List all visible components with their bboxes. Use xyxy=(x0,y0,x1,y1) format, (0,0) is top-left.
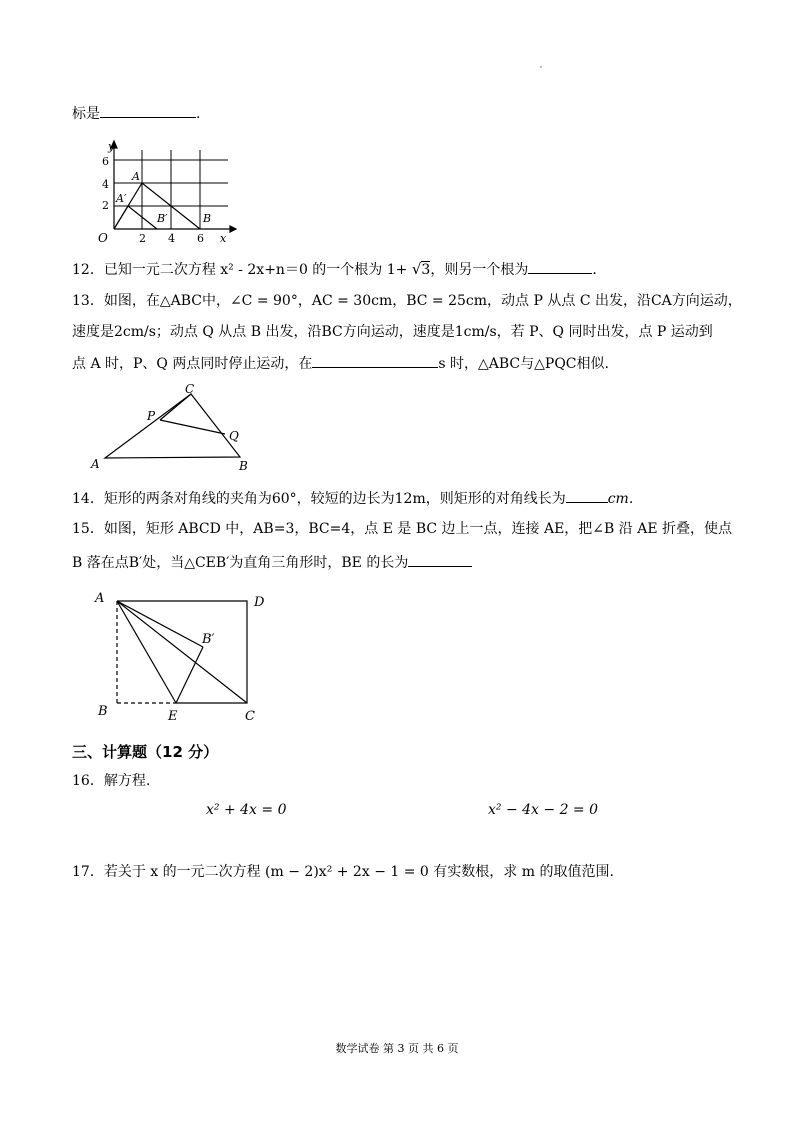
label-d: D xyxy=(254,595,265,610)
y-tick-6: 6 xyxy=(102,155,109,168)
q13-line3-text-2: s 时，△ABC与△PQC相似. xyxy=(438,356,609,372)
label-c: C xyxy=(245,709,255,724)
q13-line3-text: 点 A 时，P、Q 两点同时停止运动，在 xyxy=(72,356,313,372)
x-tick-4: 4 xyxy=(168,232,175,245)
q13-triangle-figure xyxy=(85,382,260,474)
x-axis-label: x xyxy=(220,232,227,245)
y-tick-2: 2 xyxy=(102,199,109,212)
sqrt-symbol: √ xyxy=(411,260,422,278)
segment-pq xyxy=(160,420,225,434)
point-a-label: A xyxy=(132,170,140,183)
q12-end: . xyxy=(592,262,597,278)
q16-title: 16．解方程. xyxy=(72,773,151,789)
q13-line3 xyxy=(72,353,609,373)
q11-text: 标是 xyxy=(72,106,100,122)
q15-rectangle-figure xyxy=(90,585,275,725)
x-axis-arrow xyxy=(230,226,236,232)
y-tick-4: 4 xyxy=(102,178,109,191)
label-b: B xyxy=(98,704,108,719)
q11-tail xyxy=(72,103,200,123)
point-b-prime-label: B′ xyxy=(157,212,168,225)
point-b-label: B xyxy=(203,212,212,225)
sqrt-radicand: 3 xyxy=(421,262,431,278)
label-q: Q xyxy=(229,429,239,443)
triangle-abc xyxy=(105,394,240,458)
q12 xyxy=(72,259,597,279)
label-a: A xyxy=(95,591,105,606)
label-e: E xyxy=(168,709,178,724)
q11-answer-blank[interactable] xyxy=(100,103,196,118)
origin-label: O xyxy=(98,231,108,245)
q15-line2-text: B 落在点B′处，当△CEB′为直角三角形时，BE 的长为 xyxy=(72,555,409,571)
x-tick-6: 6 xyxy=(197,232,204,245)
page-footer: 数学试卷 第 3 页 共 6 页 xyxy=(335,1042,459,1055)
q14-text: 14．矩形的两条对角线的夹角为60°，较短的边长为12m，则矩形的对角线长为 xyxy=(72,491,566,507)
q15-line1: 15．如图，矩形 ABCD 中，AB=3，BC=4，点 E 是 BC 边上一点，连接 AE，把∠B 沿 AE 折叠，使点 xyxy=(72,521,733,537)
q12-text-2: ，则另一个根为 xyxy=(430,262,529,278)
q12-text: 12．已知一元二次方程 x² - 2x+n＝0 的一个根为 1+ xyxy=(72,262,408,278)
q11-coordinate-graph xyxy=(90,136,240,248)
q15-answer-blank[interactable] xyxy=(408,552,472,567)
q12-answer-blank[interactable] xyxy=(528,259,592,274)
q16-equation-2: x² − 4x − 2 = 0 xyxy=(488,802,599,818)
label-c: C xyxy=(185,382,195,396)
q14-unit: cm. xyxy=(607,491,634,507)
label-p: P xyxy=(147,409,156,423)
q11-end: . xyxy=(196,106,201,122)
label-b-prime: B′ xyxy=(202,632,215,647)
label-b: B xyxy=(239,459,248,473)
section-heading: 三、计算题（12 分） xyxy=(72,743,219,761)
q13-line1: 13．如图，在△ABC中，∠C = 90°，AC = 30cm，BC = 25cm，动点 P 从点 C 出发，沿CA方向运动， xyxy=(72,293,742,309)
q17: 17．若关于 x 的一元二次方程 (m − 2)x² + 2x − 1 = 0 有实数根，求 m 的取值范围. xyxy=(72,864,614,880)
q14-answer-blank[interactable] xyxy=(566,488,608,503)
scan-dot xyxy=(540,66,542,68)
diagonal-ac xyxy=(117,601,247,703)
q14 xyxy=(72,488,633,508)
label-a: A xyxy=(91,457,100,471)
y-axis-label: y xyxy=(108,140,115,153)
segment-eb-prime xyxy=(176,647,203,703)
point-a-prime-label: A′ xyxy=(116,192,127,205)
q13-line2: 速度是2cm/s；动点 Q 从点 B 出发，沿BC方向运动，速度是1cm/s，若 P、Q 同时出发，点 P 运动到 xyxy=(72,324,713,340)
x-tick-2: 2 xyxy=(139,232,146,245)
q16-equation-1: x² + 4x = 0 xyxy=(206,802,287,818)
axes xyxy=(111,141,236,232)
q15-line2 xyxy=(72,552,472,572)
q13-answer-blank[interactable] xyxy=(312,353,438,368)
